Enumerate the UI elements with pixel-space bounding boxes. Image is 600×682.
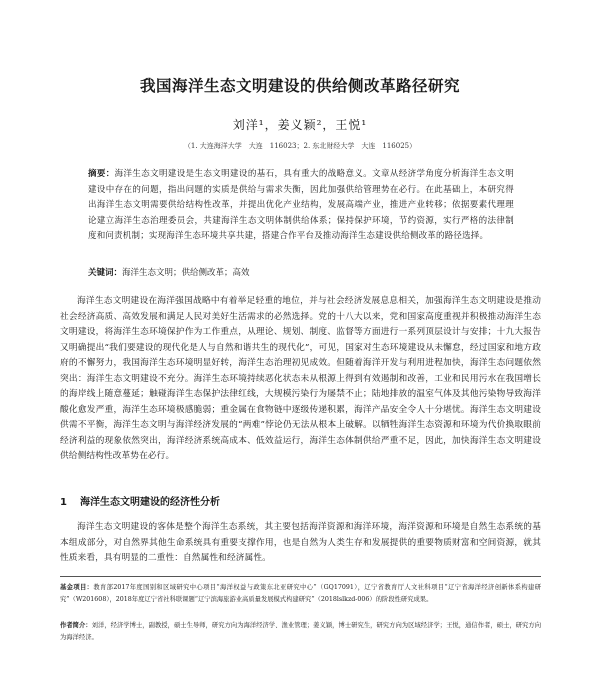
author-bio-label: 作者简介： bbox=[60, 622, 92, 629]
fund-label: 基金项目： bbox=[60, 584, 94, 591]
fund-footnote bbox=[60, 582, 541, 606]
abstract-text: 海洋生态文明建设是生态文明建设的基石，具有重大的战略意义。文章从经济学角度分析海洋生态文明建设中存在的问题，指出问题的实质是供给与需求失衡，因此加强供给管理势在必行。在此基础上，本研究得出海洋生态文明需要供给结构性改革，并提出优化产业结构，发展高端产业，推进产业转移；依据要素代理理论建立海洋生态治理委员会，共建海洋生态文明体制供给体系；保持保护环境，节约资源，实行严格的法律制度和问责机制；实现海洋生态环境共享共建，搭建合作平台及推动海洋生态建设供给侧改革的路径选择。 bbox=[88, 169, 514, 242]
section-1-heading bbox=[60, 496, 541, 510]
abstract bbox=[88, 167, 514, 245]
keywords bbox=[88, 266, 514, 280]
paper-title: 我国海洋生态文明建设的供给侧改革路径研究 bbox=[139, 77, 460, 95]
section-1-paragraph: 海洋生态文明建设的客体是整个海洋生态系统，其主要包括海洋资源和海洋环境，海洋资源和环境是自然生态系统的基本组成部分，对自然界其他生命系统具有重要支撑作用，也是自然为人类生存和发展提供的重要物质财富和空间资源，就其性质来看，具有明显的二重性：自然属性和经济属性。 bbox=[60, 522, 541, 563]
author-list: 刘洋¹，姜义颖²，王悦¹ bbox=[232, 118, 368, 132]
section-1-number: 1 bbox=[60, 497, 67, 508]
keywords-label: 关键词： bbox=[88, 268, 123, 278]
author-bio-text: 刘洋，经济学博士，副教授，硕士生导师，研究方向为海洋经济学、渔业管理；姜义颖，博士研究生，研究方向为区域经济学；王悦，通信作者，硕士，研究方向为海洋经济。 bbox=[60, 622, 542, 641]
author-affiliations: （1. 大连海洋大学 大连 116023；2. 东北财经大学 大连 116025） bbox=[183, 142, 417, 150]
section-1-title: 海洋生态文明建设的经济性分析 bbox=[80, 497, 220, 508]
intro-paragraph: 海洋生态文明建设在海洋强国战略中有着举足轻重的地位，并与社会经济发展息息相关，加强海洋生态文明建设是推动社会经济高质、高效发展和满足人民对美好生活需求的必然选择。党的十八大以来，党和国家高度重视并积极推动海洋生态文明建设，将海洋生态环境保护作为工作重点，从理论、规划、制度、监督等方面进行一系列顶层设计与安排；十九大报告又明确提出“我们要建设的现代化是人与自然和谐共生的现代化”，可见，国家对生态环境建设从未懈怠，经过国家和地方政府的不懈努力，我国海洋生态环境明显好转，海洋生态治理初见成效。但随着海洋开发与利用进程加快，海洋生态问题依然突出：海洋生态文明建设不充分。海洋生态环境持续恶化状态未从根源上得到有效遏制和改善，工业和民用污水在我国增长的海岸线上随意蔓延；触碰海洋生态保护法律红线，大规模污染行为屡禁不止；陆地排放的温室气体及其他污染物导致海洋酸化愈发严重，海洋生态环境极感脆弱；重金属在食物链中逐级传递积累，海洋产品安全令人十分堪忧。海洋生态文明建设供需不平衡，海洋生态文明与海洋经济发展的“两难”悖论仍无法从根本上破解。以牺牲海洋生态资源和环境为代价换取眼前经济利益的现象依然突出，海洋经济系统高成本、低效益运行，海洋生态体制供给严重不足，因此，加快海洋生态文明建设供给侧结构性改革势在必行。 bbox=[60, 296, 541, 461]
abstract-label: 摘要： bbox=[88, 169, 115, 179]
footnote-divider bbox=[60, 576, 541, 577]
author-footnote bbox=[60, 620, 541, 644]
fund-text: 教育部2017年度国别和区域研究中心项目“海洋权益与政策东北亚研究中心”（GQ17091），辽宁省教育厅人文社科项目“辽宁省海洋经济创新体系构建研究”（W201608），2018年度辽宁省社科联课题“辽宁滨海旅游业高质量发展模式构建研究”（2018lslkzd-006）的阶段性研究成果。 bbox=[60, 584, 541, 603]
keywords-text: 海洋生态文明；供给侧改革；高效 bbox=[122, 268, 250, 278]
